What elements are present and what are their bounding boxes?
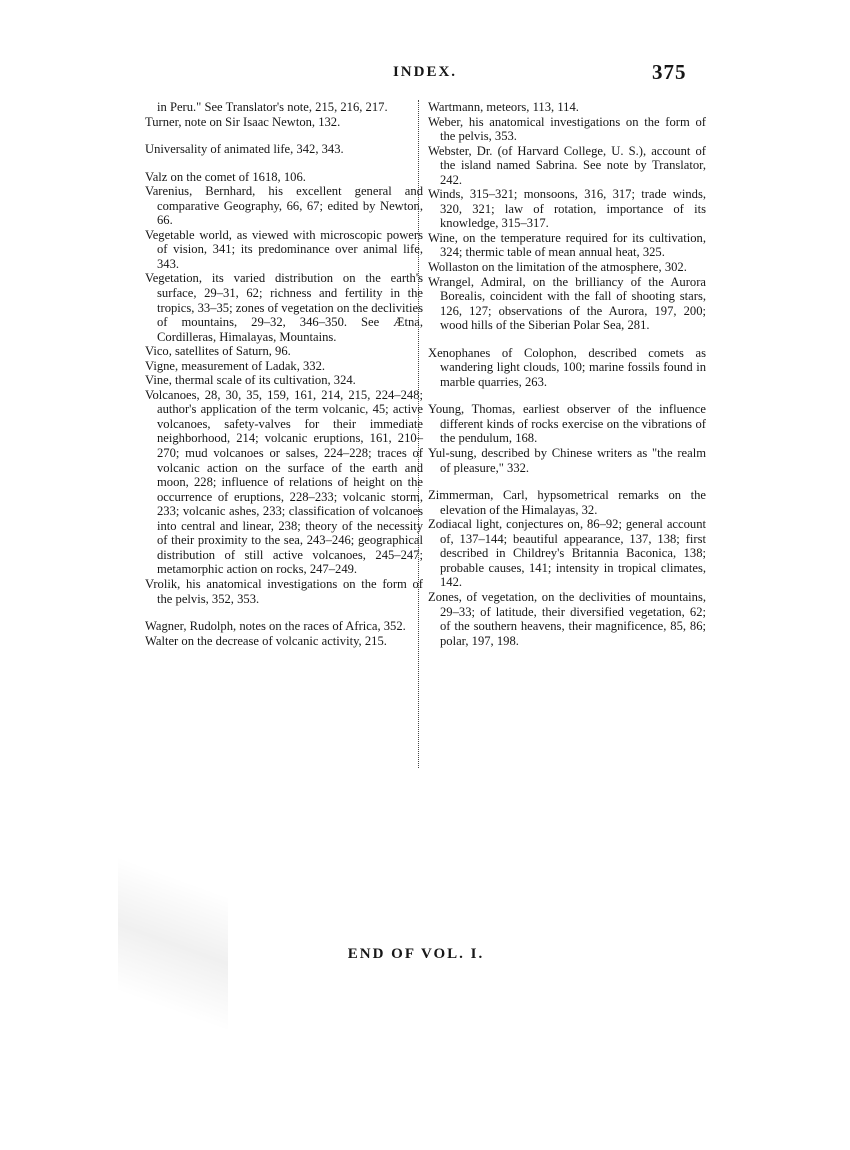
- index-entry: in Peru." See Translator's note, 215, 216, 217.: [157, 100, 388, 114]
- entry-gap: [428, 333, 706, 346]
- index-entry: Varenius, Bernhard, his excellent general and comparative Geography, 66, 67; edited by Newton, 66.: [145, 184, 423, 228]
- index-entry: Vrolik, his anatomical investigations on the form of the pelvis, 352, 353.: [145, 576, 423, 606]
- index-entry: Zones, of vegetation, on the declivities of mountains, 29–33; of latitude, their diversified vegetation, 62; of the southern heavens, their magnificence, 85, 86; polar, 197, 198.: [428, 589, 706, 648]
- index-entry: Vegetable world, as viewed with microscopic powers of vision, 341; its predominance over animal life, 343.: [145, 227, 423, 271]
- index-entry: Vico, satellites of Saturn, 96.: [145, 344, 291, 359]
- index-entry: Winds, 315–321; monsoons, 316, 317; trade winds, 320, 321; law of rotation, importance of its knowledge, 315–317.: [428, 187, 706, 231]
- index-entry: Wine, on the temperature required for its cultivation, 324; thermic table of mean annual heat, 325.: [428, 230, 706, 260]
- index-entry: Wrangel, Admiral, on the brilliancy of the Aurora Borealis, coincident with the fall of shooting stars, 126, 127; observations of the Aurora, 197, 200; wood hills of the Siberian Polar Sea, 281.: [428, 274, 706, 333]
- index-entry: Walter on the decrease of volcanic activity, 215.: [145, 633, 387, 648]
- index-entry: Zodiacal light, conjectures on, 86–92; general account of, 137–144; beautiful appearance, 137, 138; first described in Childrey's Britannia Baconica, 138; probable causes, 141; intensity in tropical climates, 142.: [428, 517, 706, 590]
- index-column-left: [145, 100, 423, 648]
- index-entry: Valz on the comet of 1618, 106.: [145, 169, 306, 184]
- index-entry: Weber, his anatomical investigations on the form of the pelvis, 353.: [428, 114, 706, 144]
- entry-gap: [145, 129, 423, 142]
- index-entry: Wollaston on the limitation of the atmosphere, 302.: [428, 260, 687, 275]
- index-entry: Vegetation, its varied distribution on the earth's surface, 29–31, 62; richness and fertility in the tropics, 33–35; zones of vegetation on the declivities of mountains, 29–32, 346–350. See Ætna, Cordilleras, Himalayas, Mountains.: [145, 271, 423, 344]
- index-entry: Webster, Dr. (of Harvard College, U. S.), account of the island named Sabrina. See note by Translator, 242.: [428, 143, 706, 187]
- index-entry: Turner, note on Sir Isaac Newton, 132.: [145, 114, 341, 129]
- index-entry: Wagner, Rudolph, notes on the races of Africa, 352.: [145, 619, 406, 634]
- index-entry: Volcanoes, 28, 30, 35, 159, 161, 214, 215, 224–248; author's application of the term volcanic, 45; active volcanoes, safety-valves for their immediate neighborhood, 214; volcanic eruptions, 161, 210–270; mud volcanoes or salses, 224–228; traces of volcanic action on the surface of the earth and moon, 228; influence of relations of height on the occurrence of eruptions, 228–233; volcanic storm, 233; volcanic ashes, 233; classification of volcanoes into central and linear, 238; theory of the necessity of their proximity to the sea, 243–246; geographical distribution of still active volcanoes, 245–247; metamorphic action on rocks, 247–249.: [145, 387, 423, 577]
- index-entry: Universality of animated life, 342, 343.: [145, 142, 344, 157]
- entry-gap: [428, 475, 706, 488]
- index-entry: Xenophanes of Colophon, described comets as wandering light clouds, 100; marine fossils found in marble quarries, 263.: [428, 345, 706, 389]
- index-entry: Wartmann, meteors, 113, 114.: [428, 100, 579, 114]
- running-title: INDEX.: [392, 64, 458, 80]
- page-number: 375: [652, 60, 687, 84]
- index-entry: Yul-sung, described by Chinese writers as "the realm of pleasure," 332.: [428, 446, 706, 475]
- index-entry: Young, Thomas, earliest observer of the influence different kinds of rocks exercise on the vibrations of the pendulum, 168.: [428, 402, 706, 446]
- entry-gap: [145, 157, 423, 170]
- entry-gap: [145, 606, 423, 619]
- index-entry: Vine, thermal scale of its cultivation, 324.: [145, 373, 356, 388]
- index-column-right: [428, 100, 706, 648]
- entry-gap: [428, 389, 706, 402]
- end-of-volume: END OF VOL. I.: [347, 946, 485, 962]
- index-entry: Zimmerman, Carl, hypsometrical remarks on the elevation of the Himalayas, 32.: [428, 488, 706, 517]
- index-entry: Vigne, measurement of Ladak, 332.: [145, 358, 326, 373]
- page-smudge: [118, 760, 228, 1060]
- column-divider: [418, 100, 419, 768]
